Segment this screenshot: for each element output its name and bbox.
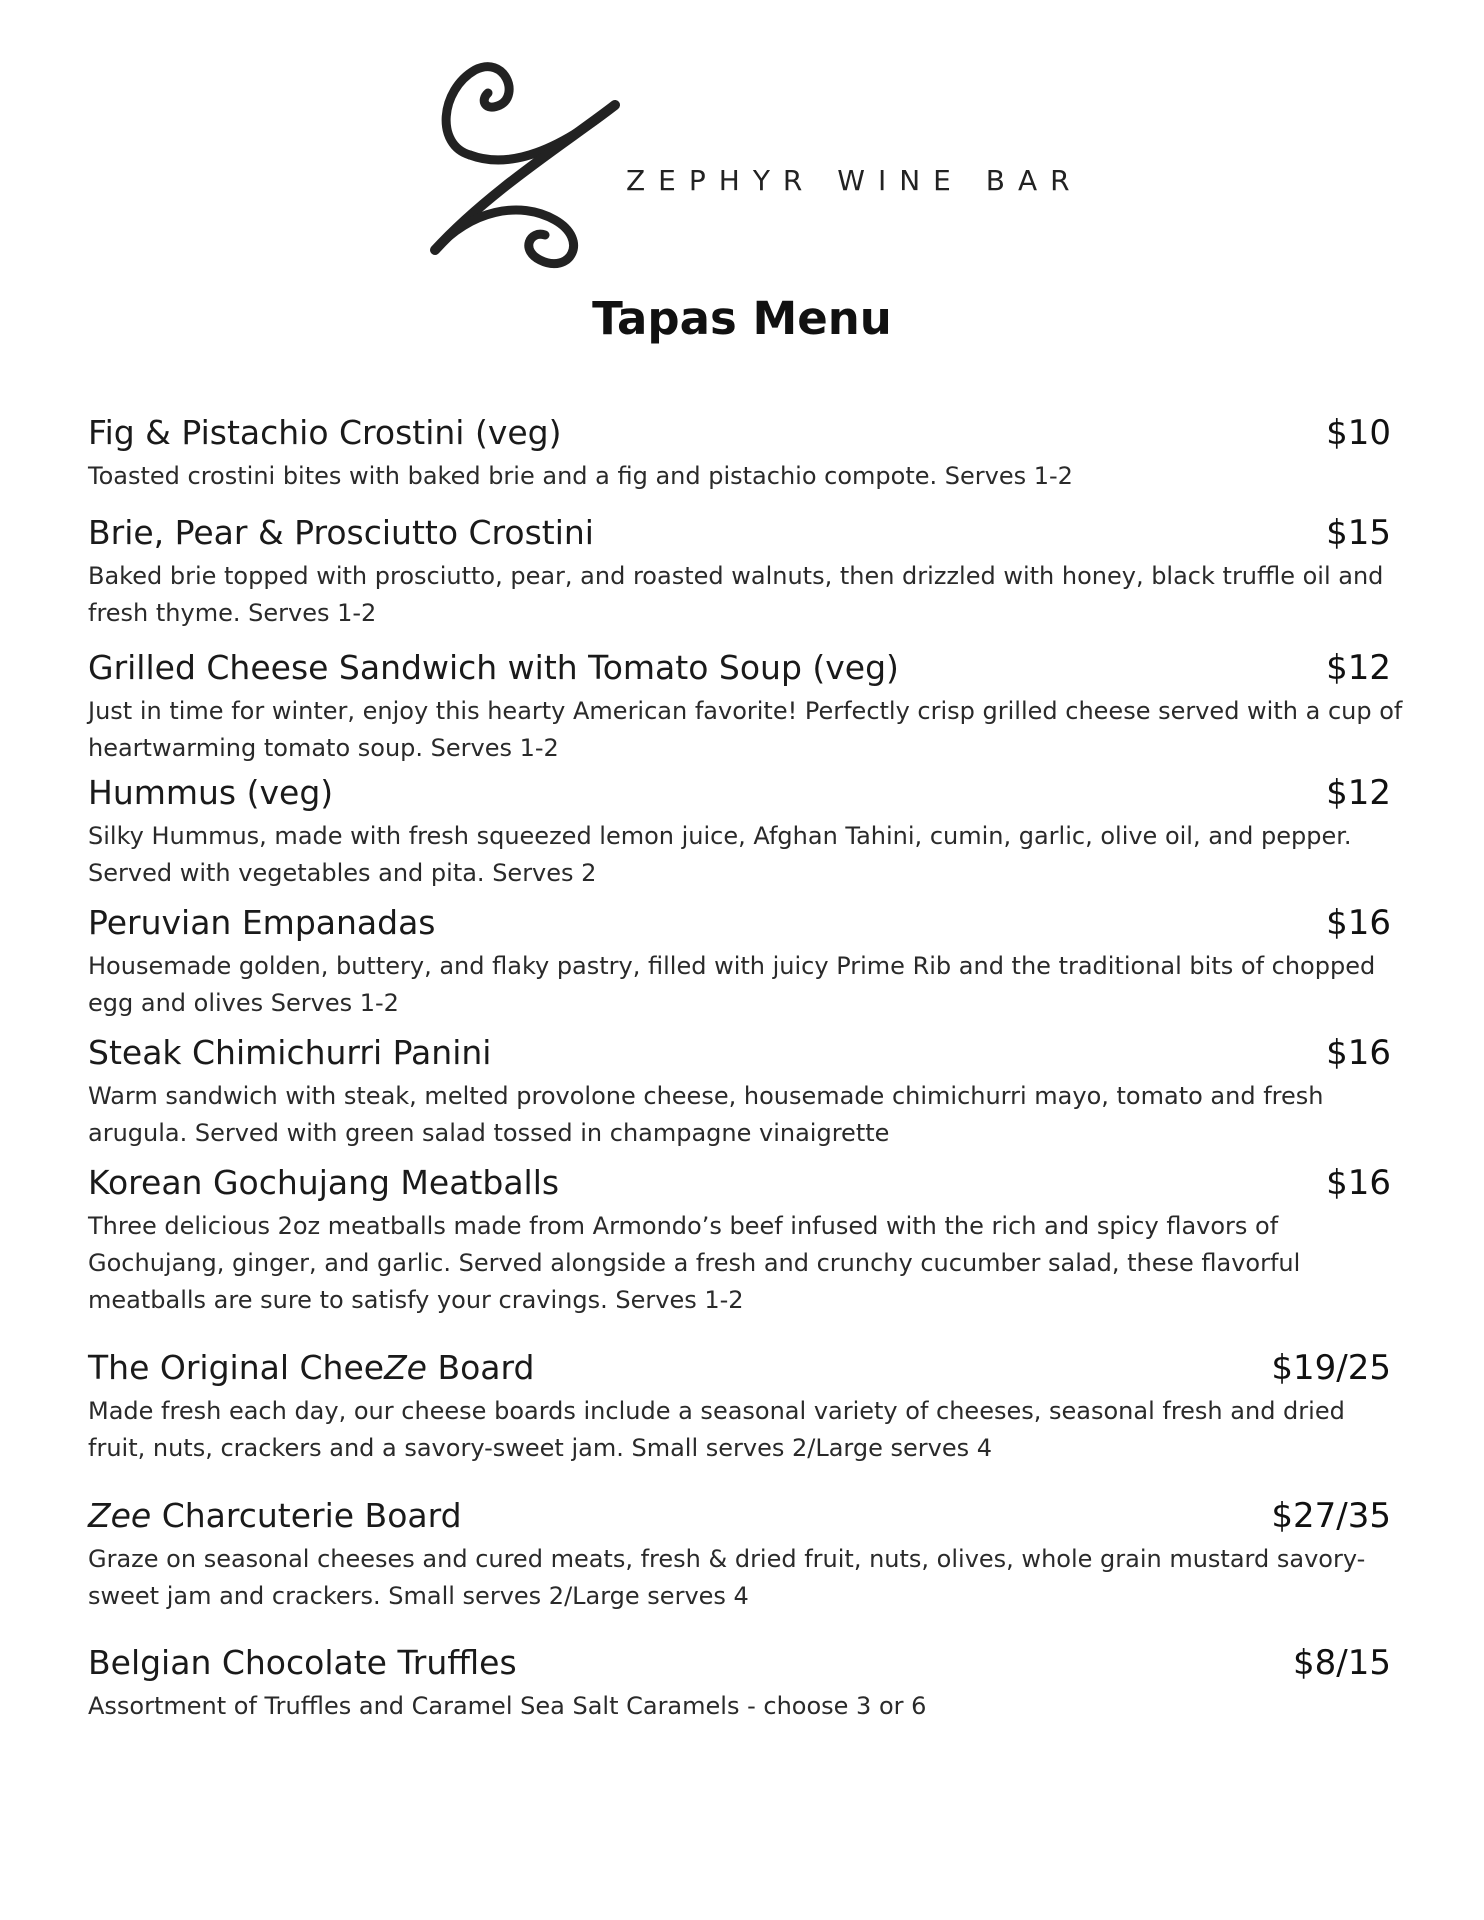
menu-item xyxy=(88,510,1403,632)
item-price: $16 xyxy=(1326,1033,1391,1073)
item-name: Zee Charcuterie Board xyxy=(88,1496,462,1535)
item-name: Belgian Chocolate Truffles xyxy=(88,1643,517,1682)
item-price: $16 xyxy=(1326,1163,1391,1203)
item-price: $12 xyxy=(1326,773,1391,813)
page-title: Tapas Menu xyxy=(592,292,892,345)
zephyr-z-logo-icon xyxy=(430,60,630,270)
item-description: Made fresh each day, our cheese boards include a seasonal variety of cheeses, seasonal fresh and dried fruit, nuts, crackers and a savory-sweet jam. Small serves 2/Large serves 4 xyxy=(88,1397,1345,1462)
item-description: Just in time for winter, enjoy this hearty American favorite! Perfectly crisp grilled cheese served with a cup of heartwarming tomato soup. Serves 1-2 xyxy=(88,697,1403,762)
menu-item xyxy=(88,1640,1403,1725)
item-description: Housemade golden, buttery, and flaky pastry, filled with juicy Prime Rib and the traditional bits of chopped egg and olives Serves 1-2 xyxy=(88,952,1376,1017)
logo xyxy=(430,60,1083,270)
item-price: $16 xyxy=(1326,903,1391,943)
item-description: Toasted crostini bites with baked brie and a fig and pistachio compote. Serves 1-2 xyxy=(88,462,1073,490)
item-name: Brie, Pear & Prosciutto Crostini xyxy=(88,513,594,552)
menu-item xyxy=(88,1493,1403,1615)
item-price: $19/25 xyxy=(1271,1348,1391,1388)
item-description: Baked brie topped with prosciutto, pear, and roasted walnuts, then drizzled with honey, black truffle oil and fresh thyme. Serves 1-2 xyxy=(88,562,1384,627)
menu-item xyxy=(88,1030,1403,1152)
item-name: Fig & Pistachio Crostini (veg) xyxy=(88,413,562,452)
item-description: Graze on seasonal cheeses and cured meats, fresh & dried fruit, nuts, olives, whole grain mustard savory-sweet jam and crackers. Small serves 2/Large serves 4 xyxy=(88,1545,1366,1610)
item-price: $27/35 xyxy=(1271,1496,1391,1536)
item-name: Hummus (veg) xyxy=(88,773,334,812)
item-name: Peruvian Empanadas xyxy=(88,903,436,942)
item-price: $12 xyxy=(1326,648,1391,688)
menu-item xyxy=(88,1160,1403,1319)
item-name: Korean Gochujang Meatballs xyxy=(88,1163,560,1202)
menu-item xyxy=(88,900,1403,1022)
brand-name: ZEPHYR WINE BAR xyxy=(626,164,1083,197)
item-name: Grilled Cheese Sandwich with Tomato Soup (veg) xyxy=(88,648,899,687)
menu-item xyxy=(88,770,1403,892)
item-description: Three delicious 2oz meatballs made from Armondo’s beef infused with the rich and spicy flavors of Gochujang, ginger, and garlic. Served alongside a fresh and crunchy cucumber salad, these flavorful meatballs are sure to satisfy your cravings. Serves 1-2 xyxy=(88,1212,1301,1314)
menu-item xyxy=(88,1345,1403,1467)
item-price: $8/15 xyxy=(1293,1643,1391,1683)
menu-item xyxy=(88,645,1403,767)
item-name: The Original CheeZe Board xyxy=(88,1348,535,1387)
item-price: $10 xyxy=(1326,413,1391,453)
item-description: Warm sandwich with steak, melted provolone cheese, housemade chimichurri mayo, tomato and fresh arugula. Served with green salad tossed in champagne vinaigrette xyxy=(88,1082,1324,1147)
item-price: $15 xyxy=(1326,513,1391,553)
item-description: Assortment of Truffles and Caramel Sea Salt Caramels - choose 3 or 6 xyxy=(88,1692,927,1720)
item-description: Silky Hummus, made with fresh squeezed lemon juice, Afghan Tahini, cumin, garlic, olive oil, and pepper. Served with vegetables and pita. Serves 2 xyxy=(88,822,1352,887)
item-name: Steak Chimichurri Panini xyxy=(88,1033,492,1072)
menu-item xyxy=(88,410,1403,495)
